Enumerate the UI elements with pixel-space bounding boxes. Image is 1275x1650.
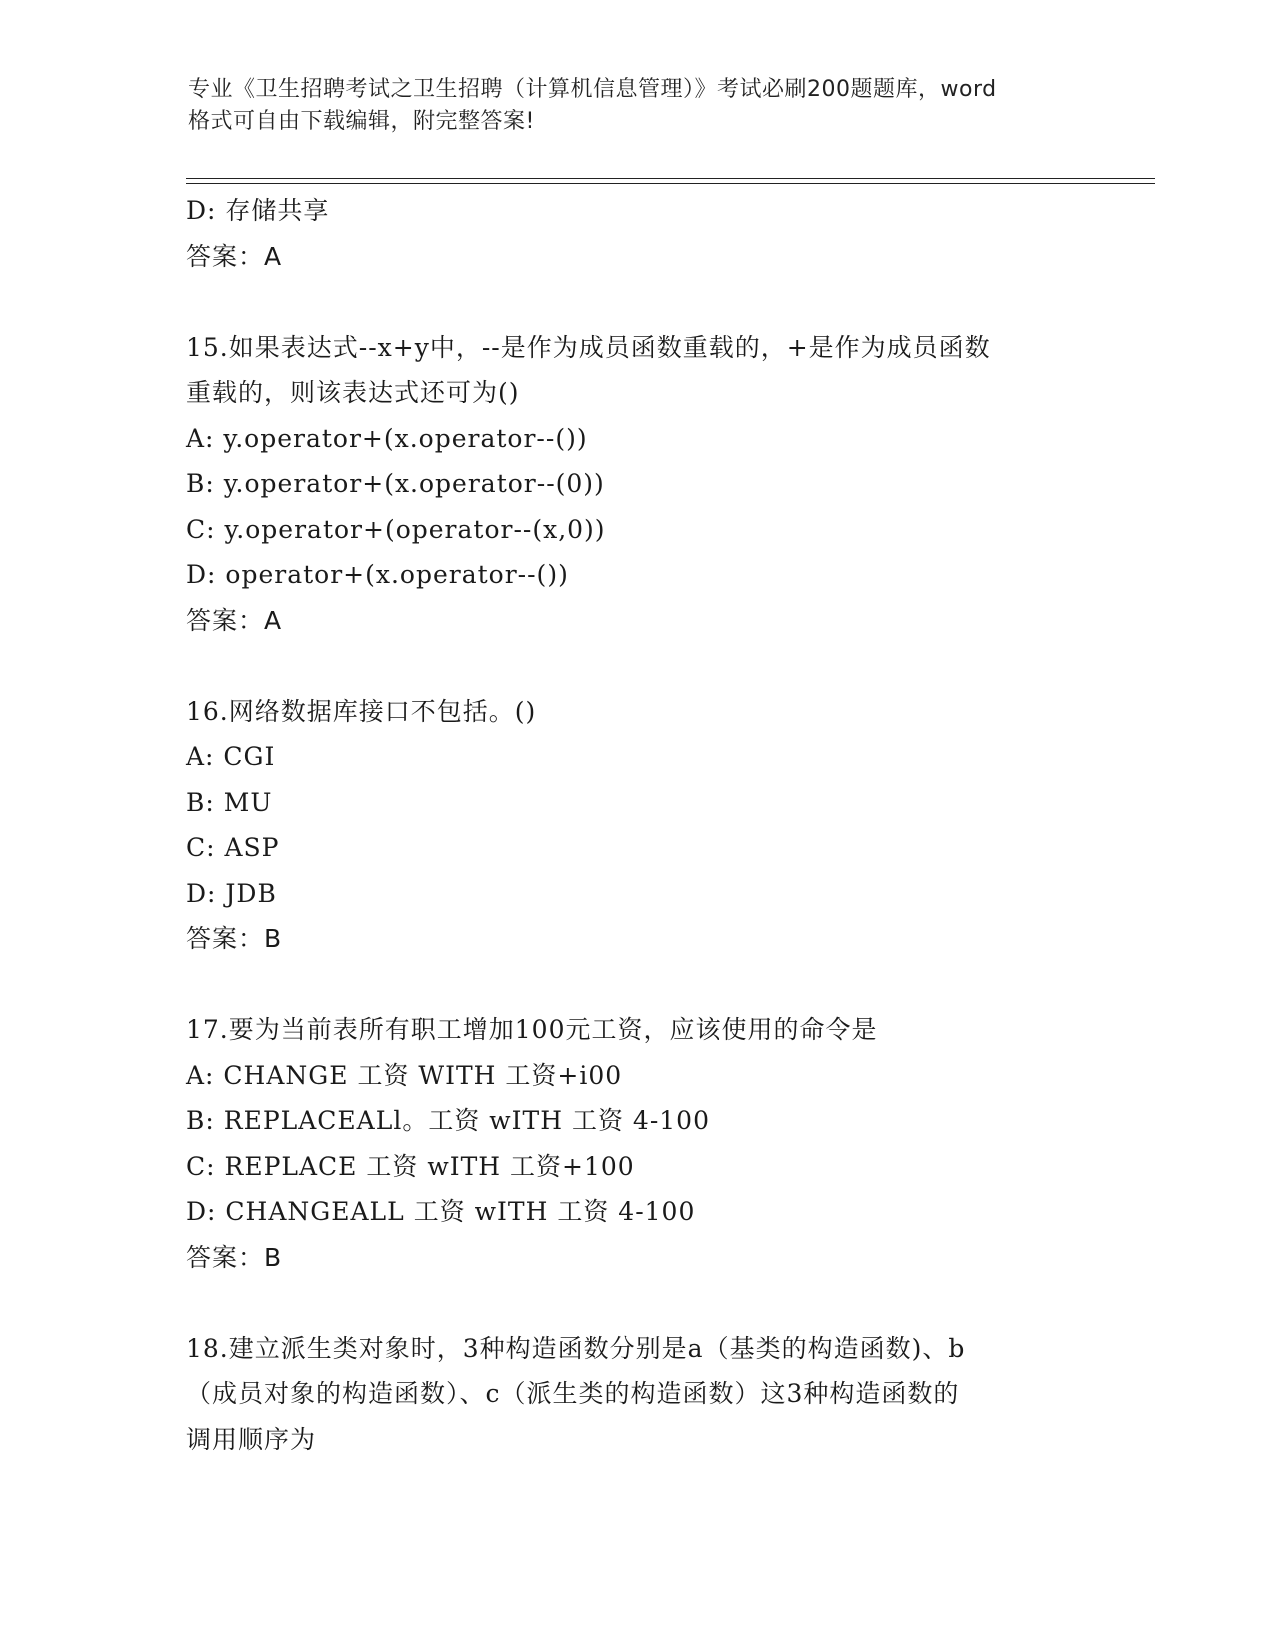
option-a: A: CGI: [186, 742, 276, 771]
question-15: [186, 325, 1086, 644]
header-line-1: 专业《卫生招聘考试之卫生招聘（计算机信息管理）》考试必刷200题题库，word: [188, 77, 997, 102]
question-text-cont: （成员对象的构造函数）、c（派生类的构造函数）这3种构造函数的: [186, 1379, 960, 1408]
option-b: B: y.operator+(x.operator--(0)): [186, 469, 605, 498]
spacer: [186, 1280, 1086, 1326]
spacer: [186, 962, 1086, 1008]
option-a: A: CHANGE 工资 WITH 工资+i00: [186, 1060, 623, 1090]
header-divider-top: [186, 178, 1155, 179]
question-text-cont: 重载的，则该表达式还可为(): [186, 378, 520, 407]
prev-option-d: D: 存储共享: [186, 196, 330, 225]
question-18: [186, 1326, 1086, 1463]
question-17: [186, 1007, 1086, 1280]
option-d: D: CHANGEALL 工资 wITH 工资 4-100: [186, 1197, 696, 1226]
spacer: [186, 279, 1086, 325]
answer: 答案：A: [186, 605, 283, 635]
option-d: D: JDB: [186, 878, 277, 908]
question-text: 17.要为当前表所有职工增加100元工资，应该使用的命令是: [186, 1015, 878, 1044]
document-body: [186, 188, 1086, 1462]
question-text: 16.网络数据库接口不包括。(): [186, 696, 537, 726]
option-a: A: y.operator+(x.operator--()): [186, 423, 588, 453]
option-b: B: MU: [186, 787, 273, 817]
spacer: [186, 643, 1086, 689]
answer: 答案：B: [186, 924, 283, 953]
question-text-cont: 调用顺序为: [186, 1424, 317, 1454]
question-16: [186, 689, 1086, 962]
header-line-2: 格式可自由下载编辑，附完整答案!: [188, 109, 535, 134]
option-c: C: ASP: [186, 833, 280, 862]
option-c: C: REPLACE 工资 wITH 工资+100: [186, 1151, 635, 1181]
option-d: D: operator+(x.operator--()): [186, 560, 569, 589]
prev-answer: 答案：A: [186, 241, 283, 271]
answer: 答案：B: [186, 1242, 283, 1272]
header-divider-bottom: [186, 183, 1155, 184]
option-b: B: REPLACEALl。工资 wITH 工资 4-100: [186, 1106, 710, 1135]
question-text: 15.如果表达式--x+y中，--是作为成员函数重载的，+是作为成员函数: [186, 332, 991, 362]
question-text: 18.建立派生类对象时，3种构造函数分别是a（基类的构造函数)、b: [186, 1333, 966, 1363]
document-header: [188, 74, 1088, 138]
option-c: C: y.operator+(operator--(x,0)): [186, 514, 606, 544]
